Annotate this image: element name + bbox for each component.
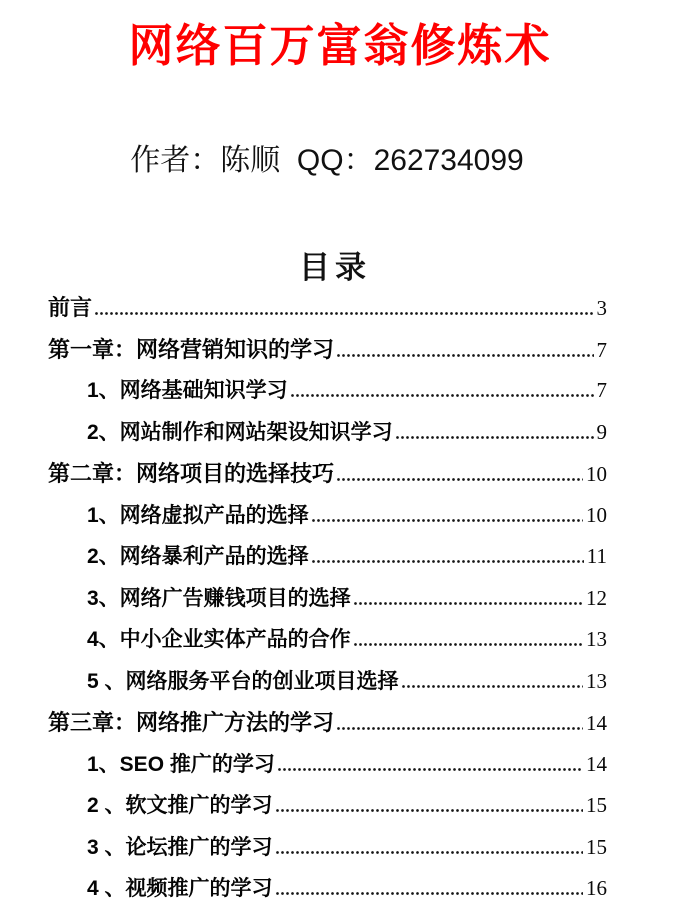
- dot-leader: [354, 602, 583, 605]
- toc-entry-label: 1、网络虚拟产品的选择: [87, 503, 309, 527]
- toc-entry-label: 第三章：网络推广方法的学习: [48, 710, 335, 735]
- toc-entry-label: 5 、网络服务平台的创业项目选择: [87, 669, 399, 693]
- toc-entry-page: 12: [586, 585, 607, 610]
- toc-entry-label: 2、网络暴利产品的选择: [87, 545, 309, 568]
- toc-entry-label: 3 、论坛推广的学习: [87, 835, 273, 859]
- toc-entry-label: 第一章：网络营销知识的学习: [48, 336, 335, 362]
- toc-entry-label: 第二章：网络项目的选择技巧: [48, 461, 335, 486]
- toc-entry[interactable]: [48, 661, 607, 703]
- toc-entry[interactable]: [48, 702, 607, 744]
- dot-leader: [337, 354, 593, 357]
- toc-entry-page: 14: [586, 751, 607, 776]
- toc-entry-label: 4、中小企业实体产品的合作: [87, 628, 351, 651]
- toc-heading: 目录: [299, 250, 371, 285]
- toc-entry-page: 3: [596, 296, 607, 320]
- table-of-contents: [48, 287, 607, 908]
- toc-entry[interactable]: [48, 785, 607, 827]
- dot-leader: [312, 519, 583, 522]
- toc-entry-page: 7: [596, 378, 607, 402]
- toc-entry-page: 14: [586, 711, 607, 735]
- toc-entry[interactable]: [48, 329, 607, 371]
- toc-entry-label: 3、网络广告赚钱项目的选择: [87, 586, 351, 610]
- toc-entry[interactable]: [48, 536, 607, 578]
- dot-leader: [396, 436, 594, 439]
- toc-entry-label: 前言: [48, 295, 93, 320]
- toc-entry[interactable]: [48, 495, 607, 537]
- toc-entry[interactable]: [48, 578, 607, 620]
- toc-entry-page: 11: [586, 544, 607, 568]
- toc-entry[interactable]: [48, 412, 607, 454]
- author-line: 作者：陈顺 QQ：262734099: [130, 144, 524, 177]
- toc-entry-page: 16: [586, 876, 607, 900]
- toc-entry-page: 15: [586, 834, 607, 859]
- toc-entry-page: 10: [586, 502, 607, 527]
- toc-entry-label: 1、网络基础知识学习: [87, 379, 288, 402]
- toc-entry-page: 9: [596, 419, 607, 444]
- dot-leader: [276, 809, 583, 812]
- toc-entry-label: 4 、视频推广的学习: [87, 877, 273, 900]
- dot-leader: [95, 312, 593, 315]
- dot-leader: [278, 768, 583, 771]
- toc-entry-page: 13: [586, 627, 607, 651]
- toc-entry[interactable]: [48, 287, 607, 329]
- toc-entry[interactable]: [48, 827, 607, 869]
- dot-leader: [337, 478, 583, 481]
- toc-entry-page: 10: [586, 462, 607, 486]
- dot-leader: [337, 727, 583, 730]
- toc-entry-label: 2 、软文推广的学习: [87, 794, 273, 817]
- toc-entry-page: 13: [586, 668, 607, 693]
- toc-entry-label: 2、网站制作和网站架设知识学习: [87, 420, 393, 444]
- toc-entry-page: 15: [586, 793, 607, 817]
- page-title: 网络百万富翁修炼术: [128, 20, 552, 71]
- dot-leader: [312, 560, 584, 563]
- toc-entry[interactable]: [48, 453, 607, 495]
- toc-entry[interactable]: [48, 619, 607, 661]
- toc-entry-page: 7: [596, 337, 607, 362]
- dot-leader: [276, 851, 583, 854]
- toc-entry[interactable]: [48, 370, 607, 412]
- dot-leader: [402, 685, 583, 688]
- toc-entry[interactable]: [48, 868, 607, 908]
- toc-entry-label: 1、SEO 推广的学习: [87, 752, 275, 776]
- dot-leader: [354, 643, 583, 646]
- dot-leader: [291, 394, 594, 397]
- toc-entry[interactable]: [48, 744, 607, 786]
- dot-leader: [276, 892, 583, 895]
